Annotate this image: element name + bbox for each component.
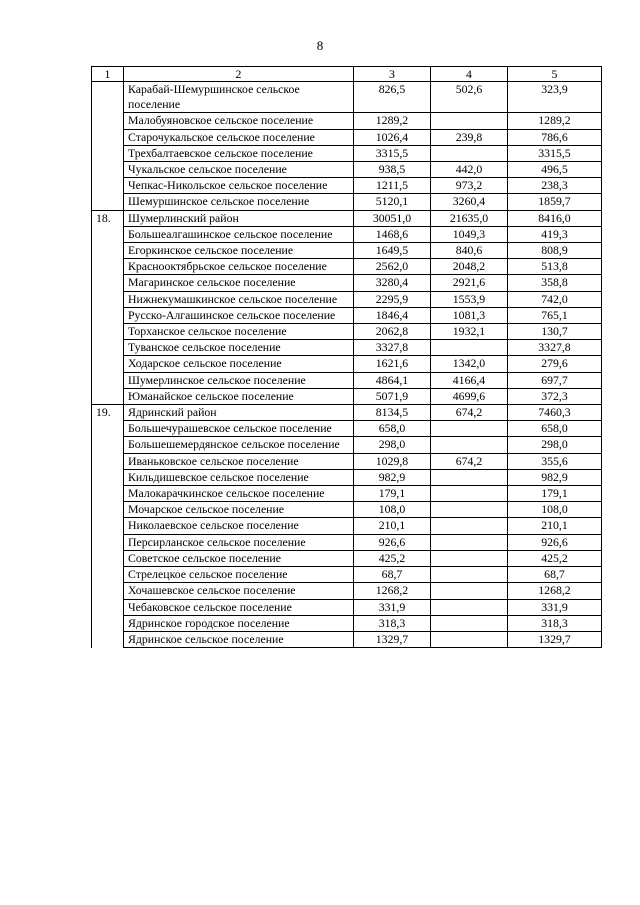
table-row — [92, 291, 602, 307]
row-index-cell — [92, 226, 124, 242]
column-3-value: 2562,0 — [354, 259, 431, 275]
settlement-name-cell: Шумерлинский район — [124, 210, 354, 226]
column-5-value: 1268,2 — [508, 583, 602, 599]
table-row — [92, 388, 602, 404]
settlement-name-cell: Большешемердянское сельское поселение — [124, 437, 354, 453]
column-5-value: 496,5 — [508, 162, 602, 178]
column-3-value: 1289,2 — [354, 113, 431, 129]
table-row — [92, 259, 602, 275]
header-row — [92, 67, 602, 82]
column-5-value: 238,3 — [508, 178, 602, 194]
column-header: 1 — [92, 67, 124, 82]
row-index-cell — [92, 291, 124, 307]
column-3-value: 1329,7 — [354, 631, 431, 647]
column-3-value: 108,0 — [354, 502, 431, 518]
row-index-cell — [92, 615, 124, 631]
table-row — [92, 113, 602, 129]
row-index-cell — [92, 550, 124, 566]
row-index-cell — [92, 469, 124, 485]
row-index-cell — [92, 372, 124, 388]
column-4-value: 4699,6 — [431, 388, 508, 404]
column-4-value: 502,6 — [431, 82, 508, 113]
row-index-cell — [92, 518, 124, 534]
column-5-value: 926,6 — [508, 534, 602, 550]
table-row — [92, 615, 602, 631]
column-3-value: 5120,1 — [354, 194, 431, 210]
column-4-value — [431, 550, 508, 566]
column-5-value: 513,8 — [508, 259, 602, 275]
column-4-value — [431, 502, 508, 518]
table-row — [92, 453, 602, 469]
column-3-value: 2295,9 — [354, 291, 431, 307]
column-4-value — [431, 486, 508, 502]
table-row — [92, 502, 602, 518]
row-index-cell — [92, 534, 124, 550]
column-header: 2 — [124, 67, 354, 82]
page-number: 8 — [316, 38, 324, 53]
column-3-value: 210,1 — [354, 518, 431, 534]
column-5-value: 1329,7 — [508, 631, 602, 647]
column-5-value: 419,3 — [508, 226, 602, 242]
settlement-name-cell: Хочашевское сельское поселение — [124, 583, 354, 599]
settlement-name-cell: Русско-Алгашинское сельское поселение — [124, 307, 354, 323]
row-index-cell — [92, 243, 124, 259]
column-4-value — [431, 113, 508, 129]
row-index-cell — [92, 324, 124, 340]
column-3-value: 30051,0 — [354, 210, 431, 226]
column-3-value: 1649,5 — [354, 243, 431, 259]
settlement-name-cell: Малобуяновское сельское поселение — [124, 113, 354, 129]
column-3-value: 318,3 — [354, 615, 431, 631]
column-3-value: 2062,8 — [354, 324, 431, 340]
settlement-name-cell: Чепкас-Никольское сельское поселение — [124, 178, 354, 194]
column-5-value: 3315,5 — [508, 145, 602, 161]
table-row — [92, 599, 602, 615]
column-3-value: 982,9 — [354, 469, 431, 485]
column-3-value: 3327,8 — [354, 340, 431, 356]
column-3-value: 331,9 — [354, 599, 431, 615]
column-4-value — [431, 469, 508, 485]
table-row — [92, 275, 602, 291]
column-5-value: 298,0 — [508, 437, 602, 453]
settlement-name-cell: Большеалгашинское сельское поселение — [124, 226, 354, 242]
settlement-name-cell: Кильдишевское сельское поселение — [124, 469, 354, 485]
settlement-name-cell: Туванское сельское поселение — [124, 340, 354, 356]
row-index-cell — [92, 356, 124, 372]
column-3-value: 658,0 — [354, 421, 431, 437]
column-4-value — [431, 599, 508, 615]
table-row — [92, 210, 602, 226]
column-4-value: 973,2 — [431, 178, 508, 194]
settlement-name-cell: Краснооктябрьское сельское поселение — [124, 259, 354, 275]
column-4-value: 3260,4 — [431, 194, 508, 210]
row-index-cell — [92, 388, 124, 404]
row-index-cell — [92, 178, 124, 194]
column-5-value: 786,6 — [508, 129, 602, 145]
settlement-name-cell: Шемуршинское сельское поселение — [124, 194, 354, 210]
column-4-value: 239,8 — [431, 129, 508, 145]
row-index-cell — [92, 194, 124, 210]
column-header: 4 — [431, 67, 508, 82]
column-5-value: 765,1 — [508, 307, 602, 323]
row-index-cell — [92, 567, 124, 583]
row-index-cell: 19. — [92, 405, 124, 421]
settlement-name-cell: Карабай-Шемуршинское сельское поселение — [124, 82, 354, 113]
row-index-cell — [92, 631, 124, 647]
column-3-value: 68,7 — [354, 567, 431, 583]
column-5-value: 358,8 — [508, 275, 602, 291]
settlement-name-cell: Старочукальское сельское поселение — [124, 129, 354, 145]
column-4-value — [431, 421, 508, 437]
settlement-name-cell: Шумерлинское сельское поселение — [124, 372, 354, 388]
table-row — [92, 405, 602, 421]
column-5-value: 982,9 — [508, 469, 602, 485]
column-5-value: 425,2 — [508, 550, 602, 566]
column-3-value: 1846,4 — [354, 307, 431, 323]
settlement-name-cell: Ядринское городское поселение — [124, 615, 354, 631]
column-5-value: 331,9 — [508, 599, 602, 615]
row-index-cell — [92, 307, 124, 323]
row-index-cell — [92, 275, 124, 291]
column-4-value — [431, 567, 508, 583]
column-4-value: 1342,0 — [431, 356, 508, 372]
column-3-value: 8134,5 — [354, 405, 431, 421]
table-row — [92, 437, 602, 453]
settlement-name-cell: Ядринский район — [124, 405, 354, 421]
settlement-name-cell: Егоркинское сельское поселение — [124, 243, 354, 259]
column-4-value: 2921,6 — [431, 275, 508, 291]
settlement-name-cell: Торханское сельское поселение — [124, 324, 354, 340]
settlement-name-cell: Стрелецкое сельское поселение — [124, 567, 354, 583]
column-3-value: 179,1 — [354, 486, 431, 502]
settlement-name-cell: Малокарачкинское сельское поселение — [124, 486, 354, 502]
column-3-value: 425,2 — [354, 550, 431, 566]
column-5-value: 318,3 — [508, 615, 602, 631]
column-4-value: 1932,1 — [431, 324, 508, 340]
column-4-value: 1553,9 — [431, 291, 508, 307]
row-index-cell — [92, 82, 124, 113]
column-4-value: 674,2 — [431, 453, 508, 469]
data-table — [91, 66, 602, 648]
row-index-cell — [92, 340, 124, 356]
column-4-value: 1049,3 — [431, 226, 508, 242]
column-5-value: 179,1 — [508, 486, 602, 502]
column-5-value: 808,9 — [508, 243, 602, 259]
settlement-name-cell: Мочарское сельское поселение — [124, 502, 354, 518]
settlement-name-cell: Советское сельское поселение — [124, 550, 354, 566]
column-3-value: 1621,6 — [354, 356, 431, 372]
table-row — [92, 194, 602, 210]
settlement-name-cell: Трехбалтаевское сельское поселение — [124, 145, 354, 161]
column-3-value: 3280,4 — [354, 275, 431, 291]
column-5-value: 1289,2 — [508, 113, 602, 129]
table-row — [92, 82, 602, 113]
table-row — [92, 372, 602, 388]
table-row — [92, 243, 602, 259]
row-index-cell — [92, 259, 124, 275]
row-index-cell — [92, 162, 124, 178]
table-row — [92, 469, 602, 485]
column-3-value: 826,5 — [354, 82, 431, 113]
table-row — [92, 307, 602, 323]
settlement-name-cell: Ходарское сельское поселение — [124, 356, 354, 372]
table-row — [92, 550, 602, 566]
column-4-value — [431, 340, 508, 356]
table-row — [92, 421, 602, 437]
settlement-name-cell: Большечурашевское сельское поселение — [124, 421, 354, 437]
column-5-value: 279,6 — [508, 356, 602, 372]
column-4-value — [431, 631, 508, 647]
table-row — [92, 178, 602, 194]
row-index-cell — [92, 437, 124, 453]
row-index-cell: 18. — [92, 210, 124, 226]
settlement-name-cell: Юманайское сельское поселение — [124, 388, 354, 404]
table-row — [92, 486, 602, 502]
column-5-value: 68,7 — [508, 567, 602, 583]
row-index-cell — [92, 583, 124, 599]
column-5-value: 372,3 — [508, 388, 602, 404]
column-5-value: 658,0 — [508, 421, 602, 437]
column-4-value — [431, 615, 508, 631]
column-3-value: 4864,1 — [354, 372, 431, 388]
column-5-value: 7460,3 — [508, 405, 602, 421]
table-row — [92, 518, 602, 534]
row-index-cell — [92, 129, 124, 145]
column-5-value: 1859,7 — [508, 194, 602, 210]
settlement-name-cell: Нижнекумашкинское сельское поселение — [124, 291, 354, 307]
column-3-value: 1029,8 — [354, 453, 431, 469]
column-3-value: 5071,9 — [354, 388, 431, 404]
settlement-name-cell: Чебаковское сельское поселение — [124, 599, 354, 615]
column-3-value: 1026,4 — [354, 129, 431, 145]
table-row — [92, 162, 602, 178]
row-index-cell — [92, 502, 124, 518]
table-row — [92, 226, 602, 242]
table-row — [92, 356, 602, 372]
settlement-name-cell: Ядринское сельское поселение — [124, 631, 354, 647]
column-5-value: 130,7 — [508, 324, 602, 340]
row-index-cell — [92, 599, 124, 615]
column-3-value: 1468,6 — [354, 226, 431, 242]
column-4-value: 2048,2 — [431, 259, 508, 275]
row-index-cell — [92, 145, 124, 161]
column-5-value: 355,6 — [508, 453, 602, 469]
column-4-value: 4166,4 — [431, 372, 508, 388]
row-index-cell — [92, 453, 124, 469]
column-5-value: 697,7 — [508, 372, 602, 388]
column-4-value — [431, 145, 508, 161]
table-row — [92, 583, 602, 599]
column-3-value: 926,6 — [354, 534, 431, 550]
column-3-value: 938,5 — [354, 162, 431, 178]
column-5-value: 108,0 — [508, 502, 602, 518]
table-row — [92, 534, 602, 550]
row-index-cell — [92, 486, 124, 502]
column-4-value: 674,2 — [431, 405, 508, 421]
column-4-value — [431, 534, 508, 550]
column-4-value — [431, 437, 508, 453]
column-4-value — [431, 583, 508, 599]
column-3-value: 3315,5 — [354, 145, 431, 161]
table-row — [92, 631, 602, 647]
settlement-name-cell: Чукальское сельское поселение — [124, 162, 354, 178]
column-5-value: 8416,0 — [508, 210, 602, 226]
column-4-value: 1081,3 — [431, 307, 508, 323]
column-header: 5 — [508, 67, 602, 82]
column-5-value: 3327,8 — [508, 340, 602, 356]
column-5-value: 742,0 — [508, 291, 602, 307]
column-header: 3 — [354, 67, 431, 82]
column-4-value: 21635,0 — [431, 210, 508, 226]
settlement-name-cell: Николаевское сельское поселение — [124, 518, 354, 534]
column-4-value: 840,6 — [431, 243, 508, 259]
table-row — [92, 324, 602, 340]
settlement-name-cell: Персирланское сельское поселение — [124, 534, 354, 550]
table-row — [92, 129, 602, 145]
column-3-value: 1211,5 — [354, 178, 431, 194]
table-row — [92, 145, 602, 161]
column-3-value: 1268,2 — [354, 583, 431, 599]
column-5-value: 323,9 — [508, 82, 602, 113]
table-row — [92, 340, 602, 356]
row-index-cell — [92, 113, 124, 129]
row-index-cell — [92, 421, 124, 437]
column-4-value: 442,0 — [431, 162, 508, 178]
settlement-name-cell: Магаринское сельское поселение — [124, 275, 354, 291]
column-3-value: 298,0 — [354, 437, 431, 453]
table-row — [92, 567, 602, 583]
settlement-name-cell: Иваньковское сельское поселение — [124, 453, 354, 469]
column-5-value: 210,1 — [508, 518, 602, 534]
column-4-value — [431, 518, 508, 534]
